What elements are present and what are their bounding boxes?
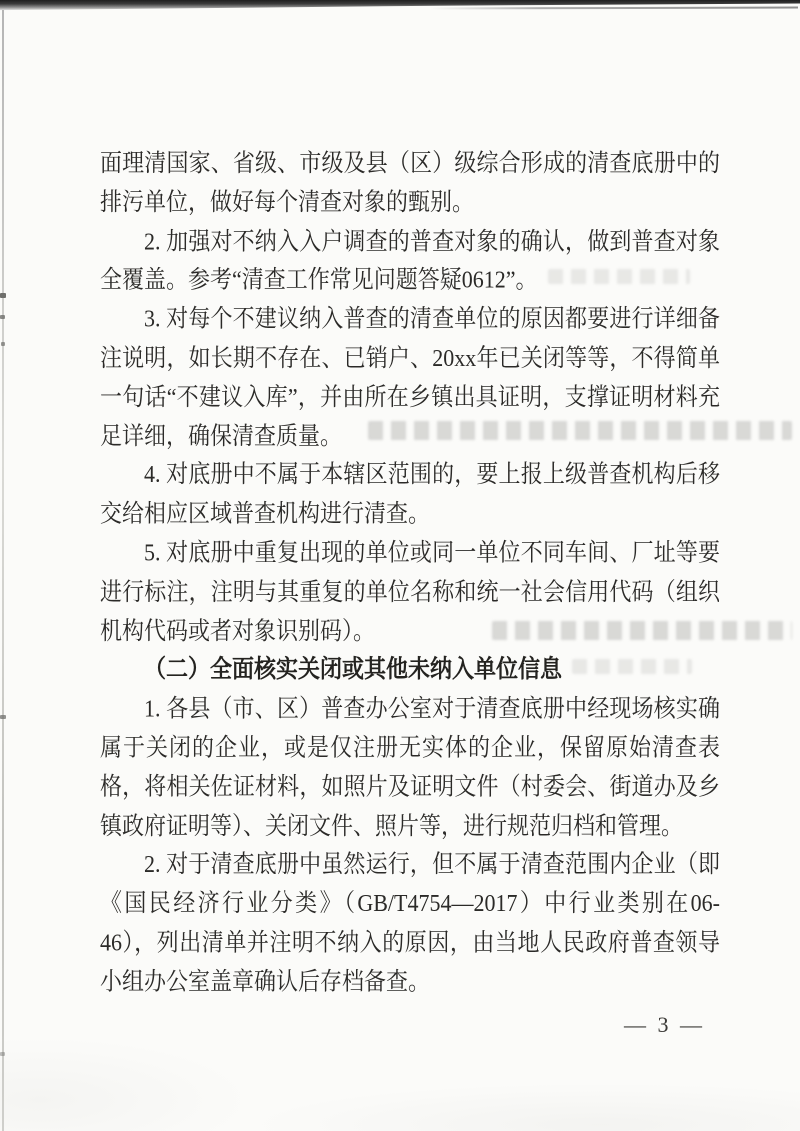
body-paragraph-item-2b: 2. 对于清查底册中虽然运行，但不属于清查范围内企业（即《国民经济行业分类》（GB/T4754—2017）中行业类别在06-46），列出清单并注明不纳入的原因，由当地人民政府普查领导小组办公室盖章确认后存档备查。 (100, 849, 720, 995)
body-paragraph-item-3: 3. 对每个不建议纳入普查的清查单位的原因都要进行详细备注说明，如长期不存在、已销户、20xx年已关闭等等，不得简单一句话“不建议入库”，并由所在乡镇出具证明，支撑证明材料充足详细，确保清查质量。 (100, 304, 720, 450)
body-paragraph-item-1b: 1. 各县（市、区）普查办公室对于清查底册中经现场核实确属于关闭的企业，或是仅注册无实体的企业，保留原始清查表格，将相关佐证材料，如照片及证明文件（村委会、街道办及乡镇政府证明等）、关闭文件、照片等，进行规范归档和管理。 (100, 694, 720, 840)
scan-speck (0, 293, 6, 298)
scan-speck (0, 715, 6, 719)
body-paragraph-item-5: 5. 对底册中重复出现的单位或同一单位不同车间、厂址等要进行标注，注明与其重复的单位名称和统一社会信用代码（组织机构代码或者对象识别码）。 (100, 538, 720, 645)
body-paragraph-item-2: 2. 加强对不纳入入户调查的普查对象的确认，做到普查对象全覆盖。参考“清查工作常见问题答疑0612”。 (100, 226, 720, 294)
scanner-top-edge-line (430, 7, 798, 10)
scan-speck (0, 315, 5, 319)
document-body (100, 144, 720, 1001)
scan-speck (0, 1052, 5, 1056)
scanner-left-edge-line (2, 10, 4, 1131)
section-heading: （二）全面核实关闭或其他未纳入单位信息 (144, 655, 563, 684)
page-number: — 3 — (624, 1012, 705, 1037)
body-paragraph-continuation: 面理清国家、省级、市级及县（区）级综合形成的清查底册中的排污单位，做好每个清查对象的甄别。 (100, 148, 720, 216)
scan-speck (1, 342, 5, 346)
scanner-top-edge-shadow (0, 0, 800, 11)
body-paragraph-item-4: 4. 对底册中不属于本辖区范围的，要上报上级普查机构后移交给相应区域普查机构进行清查。 (100, 460, 720, 528)
